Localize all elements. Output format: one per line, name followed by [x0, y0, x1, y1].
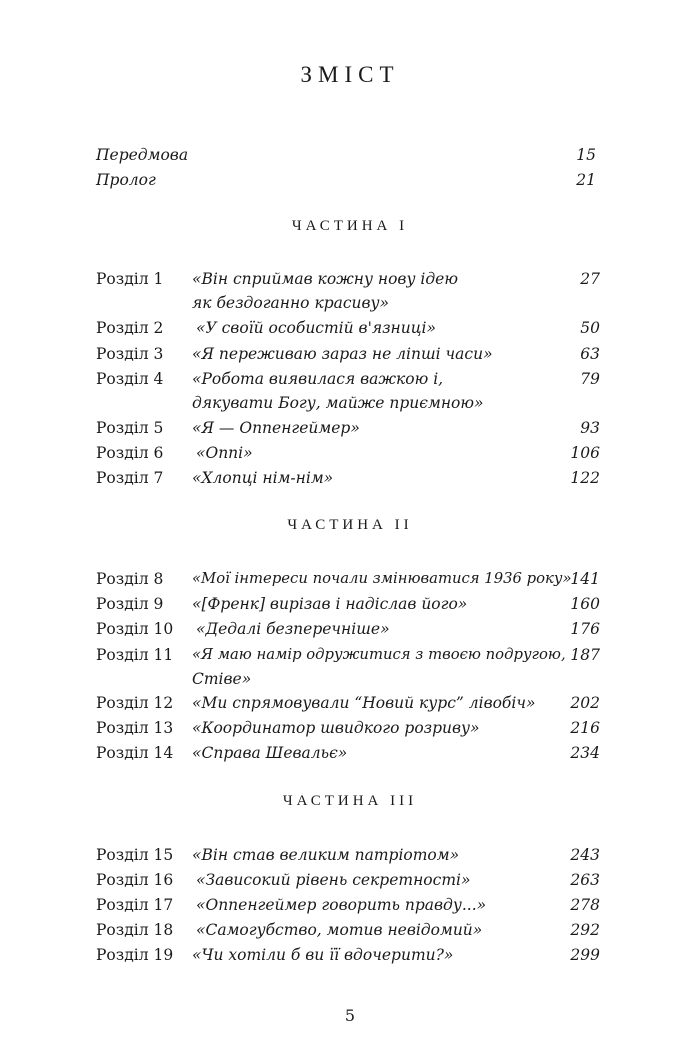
entry-page-number: 176 [570, 620, 600, 638]
chapter-title-line: «Зависокий рівень секретності» [196, 871, 471, 889]
chapter-title-line: «Робота виявилася важкою і, [192, 370, 444, 388]
chapter-label: Розділ 12 [96, 694, 174, 712]
chapter-title-line: «Оппі» [196, 444, 253, 462]
entry-page-number: 15 [576, 146, 596, 164]
entry-page-number: 93 [580, 419, 600, 437]
chapter-label: Розділ 4 [96, 370, 164, 388]
page-title: ЗМІСТ [300, 62, 400, 87]
chapter-title-line: «Справа Шевальє» [192, 744, 348, 762]
entry-page-number: 63 [580, 345, 600, 363]
chapter-title-line: «Хлопці нім-нім» [192, 469, 334, 487]
entry-page-number: 202 [570, 694, 600, 712]
chapter-title-line: як бездоганно красиву» [192, 294, 390, 312]
part-heading: ЧАСТИНА ІІІ [282, 793, 418, 809]
chapter-title-line: «Він сприймав кожну нову ідею [192, 270, 458, 288]
chapter-title-line: Стіве» [192, 670, 252, 688]
entry-page-number: 234 [570, 744, 600, 762]
entry-page-number: 141 [570, 570, 600, 588]
page-number-folio: 5 [344, 1006, 356, 1025]
chapter-label: Розділ 5 [96, 419, 164, 437]
chapter-title-line: «Ми спрямовували “Новий курс” лівобіч» [192, 694, 536, 712]
entry-page-number: 243 [570, 846, 600, 864]
chapter-label: Розділ 9 [96, 595, 164, 613]
chapter-title-line: «Я — Оппенгеймер» [192, 419, 360, 437]
chapter-title-line: «У своїй особистій в'язниці» [196, 319, 436, 337]
chapter-label: Розділ 8 [96, 570, 164, 588]
chapter-title-line: «Я переживаю зараз не ліпші часи» [192, 345, 493, 363]
entry-title: Передмова [96, 146, 189, 164]
chapter-label: Розділ 17 [96, 896, 174, 914]
entry-page-number: 216 [570, 719, 600, 737]
chapter-label: Розділ 15 [96, 846, 174, 864]
chapter-title-line: «[Френк] вирізав і надіслав його» [192, 595, 468, 613]
part-heading: ЧАСТИНА І [291, 218, 409, 234]
chapter-label: Розділ 13 [96, 719, 174, 737]
entry-page-number: 187 [570, 646, 600, 664]
chapter-label: Розділ 10 [96, 620, 174, 638]
chapter-label: Розділ 11 [96, 646, 174, 664]
chapter-label: Розділ 18 [96, 921, 174, 939]
chapter-title-line: «Мої інтереси почали змінюватися 1936 року» [192, 570, 572, 587]
chapter-label: Розділ 7 [96, 469, 164, 487]
chapter-title-line: «Координатор швидкого розриву» [192, 719, 480, 737]
entry-page-number: 50 [580, 319, 600, 337]
entry-page-number: 106 [570, 444, 600, 462]
entry-page-number: 160 [570, 595, 600, 613]
chapter-label: Розділ 3 [96, 345, 164, 363]
entry-page-number: 21 [576, 171, 596, 189]
chapter-label: Розділ 16 [96, 871, 174, 889]
chapter-title-line: дякувати Богу, майже приємною» [192, 394, 484, 412]
chapter-title-line: «Самогубство, мотив невідомий» [196, 921, 483, 939]
chapter-title-line: «Він став великим патріотом» [192, 846, 460, 864]
entry-page-number: 263 [570, 871, 600, 889]
entry-page-number: 292 [570, 921, 600, 939]
chapter-title-line: «Я маю намір одружитися з твоєю подругою, [192, 646, 566, 663]
chapter-label: Розділ 2 [96, 319, 164, 337]
entry-page-number: 122 [570, 469, 600, 487]
entry-page-number: 79 [580, 370, 600, 388]
chapter-label: Розділ 19 [96, 946, 174, 964]
chapter-title-line: «Дедалі безперечніше» [196, 620, 390, 638]
entry-page-number: 27 [580, 270, 600, 288]
entry-page-number: 299 [570, 946, 600, 964]
chapter-label: Розділ 6 [96, 444, 164, 462]
chapter-title-line: «Чи хотіли б ви її вдочерити?» [192, 946, 454, 964]
entry-title: Пролог [96, 171, 156, 189]
chapter-title-line: «Оппенгеймер говорить правду...» [196, 896, 487, 914]
part-heading: ЧАСТИНА ІІ [287, 517, 413, 533]
chapter-label: Розділ 1 [96, 270, 164, 288]
entry-page-number: 278 [570, 896, 600, 914]
chapter-label: Розділ 14 [96, 744, 174, 762]
